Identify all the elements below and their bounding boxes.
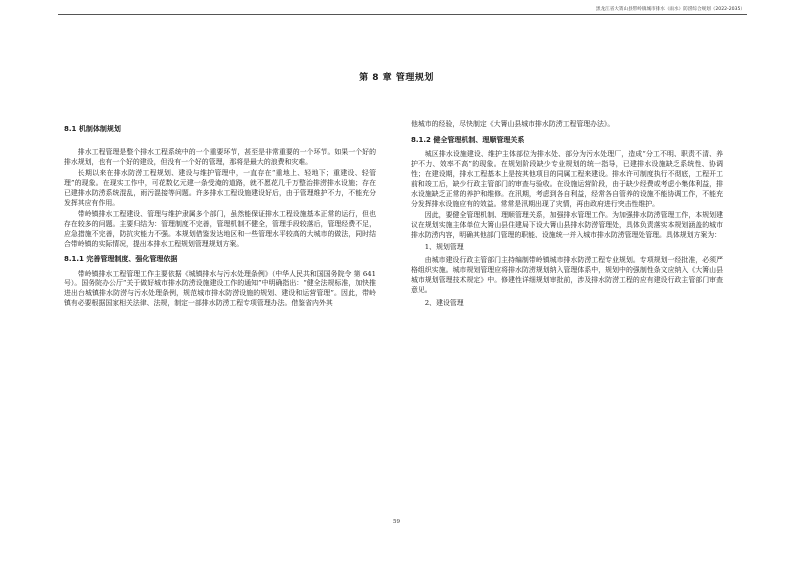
paragraph: 城区排水设施建设、维护主体部位为排水处、部分为污水处理厂，造成“分工不明、职责不清、养护不力、效率不高”的现象。在规划阶段缺少专业规划的统一指导，已建排水设施缺乏系统性、协调性；在建设期，排水工程基本上是按其他项目的同属工程来建设。排水许可制度执行不彻底，工程开工前和竣工后，缺少行政主管部门的审查与验收。在设施运营阶段，由于缺少经费或考虑小集体利益，排水设施缺乏正常的养护和维修。在汛期，考虑到各自利益，经常各自管养的设施不能协调工作，不能充分发挥排水设施应有的效益。常常是汛期出现了灾情，再由政府进行突击性维护。	[411, 150, 723, 208]
page-number: 59	[393, 519, 400, 525]
paragraph: 因此，要健全管理机制、理顺管理关系，加强排水管理工作。为加强排水防涝管理工作，本规划建议在规划实施主体单位大箐山县住建局下设大箐山县排水防涝管理处，具体负责落实本规划涵盖的城市排水防涝内容，明确其他部门管理的职能、设施统一并入城市排水防涝管理处管理。具体规划方案为：	[411, 210, 723, 239]
paragraph: 带岭镇排水工程管理工作主要依据《城镇排水与污水处理条例》（中华人民共和国国务院令 第 641 号）。国务院办公厅“关于做好城市排水防涝设施建设工作的通知”中明确指出：“健全法规标准，加快推进出台城镇排水防涝与污水处理条例，规范城市排水防涝设施的规划、建设和运营管理”。因此，带岭镇有必要根据国家相关法律、法规，制定一部排水防涝工程专项管理办法。借鉴省内外其	[64, 269, 376, 308]
paragraph: 他城市的经验，尽快制定《大箐山县城市排水防涝工程管理办法》。	[411, 120, 615, 128]
paragraph: 排水工程管理是整个排水工程系统中的一个重要环节，甚至是非常重要的一个环节。如果一个好的排水规划，也有一个好的建设，但没有一个好的管理，那将是最大的浪费和灾难。	[64, 148, 376, 167]
list-item: 2、建设管理	[424, 299, 464, 308]
right-column	[411, 120, 723, 312]
running-header: 黑龙江省大箐山县带岭镇城市排水（雨水）防涝综合规划（2022-2035）	[595, 7, 745, 12]
chapter-title: 第 8 章 管理规划	[359, 73, 434, 83]
section-heading-8-1: 8.1 机制体制规划	[64, 125, 121, 133]
section-heading-8-1-1: 8.1.1 完善管理制度、强化管理依据	[64, 255, 178, 264]
list-item: 1、规划管理	[424, 243, 464, 252]
paragraph: 由城市建设行政主管部门主持编制带岭镇城市排水防涝工程专业规划。专项规划一经批准，必须严格组织实施。城市规划管理应将排水防涝规划纳入管理体系中，规划中的强制性条文应纳入《大箐山县城市规划管理技术规定》中。修建性详细规划审批前，涉及排水防涝工程的应有建设行政主管部门审查意见。	[411, 256, 723, 295]
paragraph: 带岭镇排水工程建设、管理与维护隶属多个部门，虽然能保证排水工程设施基本正常的运行，但也存在较多的问题。主要归结为：管理制度不完善，管理机制不健全，管理手段较落后，管理经费不足，应急措施不完善，防抗灾能力不强。本规划借鉴发达地区和一些管理水平较高的大城市的做法，同时结合带岭镇的实际情况，提出本排水工程规划管理规划方案。	[64, 209, 376, 248]
section-heading-8-1-2: 8.1.2 健全管理机制、理顺管理关系	[411, 135, 525, 144]
left-column	[64, 124, 376, 310]
paragraph: 长期以来在排水防涝工程规划、建设与维护管理中，一直存在“重地上、轻地下；重建设、轻管理”的现象。在现实工作中，可花数亿元建一条受淹的道路，就不愿花几千万整治排涝排水设施；存在已建排水防涝系统混乱，雨污混接等问题。许多排水工程设施建设好后，由于管理维护不力，不能充分发挥其应有作用。	[64, 168, 376, 207]
header-divider	[58, 14, 747, 15]
